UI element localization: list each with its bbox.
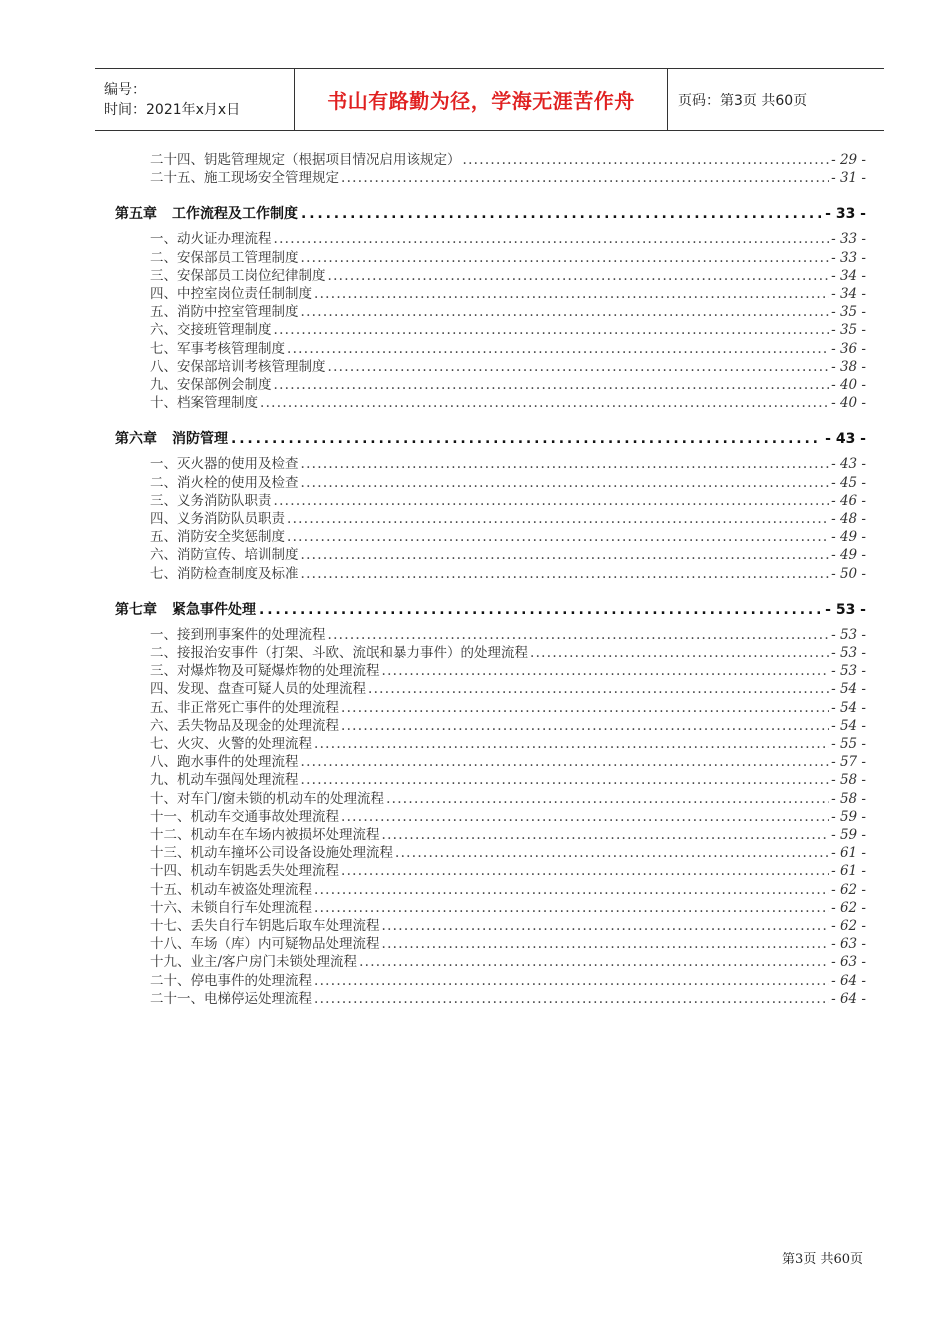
entry-title: 五、消防中控室管理制度 [150,304,299,321]
entry-title: 十、档案管理制度 [150,395,258,412]
toc-entry-row[interactable] [150,753,866,771]
entry-page-number: - 34 - [831,286,866,302]
leader-dots [274,321,830,339]
toc-entry-row[interactable] [150,321,866,339]
entry-title: 四、中控室岗位责任制制度 [150,286,312,302]
entry-title: 二、安保部员工管理制度 [150,249,299,266]
entry-page-number: - 59 - [831,808,866,825]
toc-entry-row[interactable] [150,881,866,899]
entry-page-number: - 48 - [831,511,866,527]
leader-dots [463,151,830,169]
toc-entry-row[interactable] [150,376,866,394]
leader-dots [359,953,829,971]
toc-entry-row[interactable] [150,169,866,187]
page-info-text: 页码：第3页 共60页 [678,92,808,109]
leader-dots [274,492,830,510]
leader-dots [395,844,829,862]
leader-dots [314,972,829,990]
leader-dots [328,358,830,376]
entry-title: 二十四、钥匙管理规定（根据项目情况启用该规定） [150,152,461,168]
entry-page-number: - 54 - [831,699,866,716]
entry-title: 十七、丢失自行车钥匙后取车处理流程 [150,918,380,934]
leader-dots [259,600,822,620]
leader-dots [341,169,829,187]
toc-entry-row[interactable] [150,953,866,971]
toc-entry-row[interactable] [150,862,866,880]
leader-dots [382,935,830,953]
leader-dots [301,771,830,789]
entry-page-number: - 33 - [831,231,866,248]
entry-title: 十一、机动车交通事故处理流程 [150,808,339,825]
entry-page-number: - 38 - [831,358,866,375]
leader-dots [530,644,829,662]
entry-page-number: - 54 - [831,717,866,734]
header-motto [295,69,668,130]
entry-title: 十五、机动车被盗处理流程 [150,881,312,898]
leader-dots [231,429,822,449]
entry-page-number: - 59 - [831,827,866,843]
entry-page-number: - 40 - [831,377,866,393]
toc-entry-row[interactable] [150,285,866,303]
toc-chapter-row[interactable] [115,204,866,224]
toc-entry-row[interactable] [150,626,866,644]
entry-title: 三、义务消防队职责 [150,492,272,509]
toc-entry-row[interactable] [150,249,866,267]
toc-entry-row[interactable] [150,935,866,953]
toc-entry-row[interactable] [150,899,866,917]
leader-dots [341,862,829,880]
entry-title: 二十一、电梯停运处理流程 [150,990,312,1007]
toc-entry-row[interactable] [150,808,866,826]
entry-page-number: - 53 - [831,663,866,680]
chapter-page-number: - 33 - [825,206,866,223]
entry-title: 三、安保部员工岗位纪律制度 [150,267,326,284]
toc-entry-row[interactable] [150,565,866,583]
entry-page-number: - 53 - [831,626,866,643]
leader-dots [301,249,830,267]
leader-dots [386,790,829,808]
entry-title: 十三、机动车撞坏公司设备设施处理流程 [150,845,393,862]
entry-page-number: - 49 - [831,529,866,546]
leader-dots [341,699,829,717]
entry-page-number: - 62 - [831,899,866,916]
entry-page-number: - 35 - [831,304,866,321]
toc-entry-row[interactable] [150,644,866,662]
entry-page-number: - 64 - [831,972,866,989]
entry-title: 一、动火证办理流程 [150,231,272,248]
chapter-title: 工作流程及工作制度 [172,206,298,223]
chapter-page-number: - 43 - [825,431,866,448]
leader-dots [382,917,830,935]
toc-entry-row[interactable] [150,735,866,753]
entry-title: 八、跑水事件的处理流程 [150,754,299,771]
chapter-title: 消防管理 [172,431,228,448]
entry-page-number: - 45 - [831,474,866,491]
time-label: 时间：2021年x月x日 [104,101,241,118]
leader-dots [274,376,830,394]
toc-entry-row[interactable] [150,474,866,492]
entry-page-number: - 64 - [831,990,866,1007]
toc-entry-row[interactable] [150,790,866,808]
leader-dots [382,662,830,680]
toc-entry-row[interactable] [150,528,866,546]
leader-dots [301,455,830,473]
entry-page-number: - 53 - [831,645,866,661]
toc-entry-row[interactable] [150,662,866,680]
leader-dots [274,230,830,248]
toc-entry-row[interactable] [150,358,866,376]
toc-chapter-row[interactable] [115,429,866,449]
leader-dots [314,899,829,917]
leader-dots [314,285,829,303]
entry-page-number: - 63 - [831,954,866,971]
chapter-number: 第七章 [115,601,157,618]
entry-title: 六、消防宣传、培训制度 [150,547,299,564]
entry-page-number: - 31 - [831,170,866,187]
entry-page-number: - 58 - [831,772,866,789]
entry-title: 七、军事考核管理制度 [150,340,285,357]
toc-entry-row[interactable] [150,492,866,510]
entry-title: 十四、机动车钥匙丢失处理流程 [150,863,339,880]
entry-title: 十二、机动车在车场内被损坏处理流程 [150,827,380,843]
leader-dots [301,204,822,224]
entry-page-number: - 62 - [831,881,866,898]
leader-dots [301,474,830,492]
leader-dots [341,717,829,735]
entry-title: 八、安保部培训考核管理制度 [150,358,326,375]
entry-title: 五、消防安全奖惩制度 [150,529,285,546]
entry-title: 七、消防检查制度及标准 [150,565,299,582]
entry-title: 九、机动车强闯处理流程 [150,772,299,789]
leader-dots [382,826,830,844]
chapter-page-number: - 53 - [825,601,866,618]
entry-title: 二、接报治安事件（打架、斗欧、流氓和暴力事件）的处理流程 [150,645,528,661]
entry-title: 七、火灾、火警的处理流程 [150,736,312,752]
leader-dots [301,565,830,583]
toc-entry-row[interactable] [150,151,866,169]
toc-entry-row[interactable] [150,340,866,358]
entry-page-number: - 61 - [831,845,866,862]
leader-dots [287,510,829,528]
header-page-info [668,69,884,130]
page-header [95,68,884,131]
entry-page-number: - 57 - [831,754,866,771]
leader-dots [314,735,829,753]
leader-dots [314,990,829,1008]
toc-chapter-row[interactable] [115,600,866,620]
toc-entry-row[interactable] [150,826,866,844]
entry-title: 二、消火栓的使用及检查 [150,474,299,491]
leader-dots [287,340,829,358]
entry-page-number: - 61 - [831,863,866,880]
leader-dots [328,267,830,285]
entry-page-number: - 29 - [831,152,866,168]
header-meta [95,69,295,130]
entry-page-number: - 46 - [831,492,866,509]
toc-entry-row[interactable] [150,510,866,528]
toc-entry-row[interactable] [150,972,866,990]
entry-page-number: - 43 - [831,456,866,473]
entry-title: 六、丢失物品及现金的处理流程 [150,717,339,734]
entry-title: 一、灭火器的使用及检查 [150,456,299,473]
toc-entry-row[interactable] [150,267,866,285]
entry-page-number: - 35 - [831,322,866,339]
toc-entry-row[interactable] [150,680,866,698]
entry-title: 二十、停电事件的处理流程 [150,972,312,989]
entry-title: 十六、未锁自行车处理流程 [150,899,312,916]
entry-page-number: - 54 - [831,681,866,698]
toc-entry-row[interactable] [150,990,866,1008]
entry-title: 二十五、施工现场安全管理规定 [150,170,339,187]
toc-entry-row[interactable] [150,771,866,789]
entry-title: 一、接到刑事案件的处理流程 [150,626,326,643]
entry-title: 十、对车门/窗未锁的机动车的处理流程 [150,790,385,807]
toc-entry-row[interactable] [150,717,866,735]
leader-dots [368,680,829,698]
entry-page-number: - 33 - [831,249,866,266]
entry-page-number: - 50 - [831,565,866,582]
toc-entry-row[interactable] [150,394,866,412]
toc-entry-row[interactable] [150,844,866,862]
entry-page-number: - 40 - [831,395,866,412]
toc-entry-row[interactable] [150,230,866,248]
leader-dots [260,394,829,412]
motto-text: 书山有路勤为径，学海无涯苦作舟 [327,89,635,113]
toc-entry-row[interactable] [150,303,866,321]
leader-dots [301,303,830,321]
leader-dots [287,528,829,546]
toc-entry-row[interactable] [150,917,866,935]
entry-title: 三、对爆炸物及可疑爆炸物的处理流程 [150,663,380,680]
entry-title: 四、发现、盘查可疑人员的处理流程 [150,681,366,698]
entry-title: 十八、车场（库）内可疑物品处理流程 [150,936,380,953]
chapter-title: 紧急事件处理 [172,601,256,618]
entry-page-number: - 62 - [831,918,866,934]
chapter-number: 第六章 [115,431,157,448]
entry-title: 九、安保部例会制度 [150,377,272,393]
serial-label: 编号： [104,81,146,98]
entry-page-number: - 36 - [831,340,866,357]
entry-page-number: - 34 - [831,267,866,284]
leader-dots [301,753,830,771]
leader-dots [328,626,830,644]
footer-page-number: 第3页 共60页 [782,1252,863,1267]
toc-entry-row[interactable] [150,455,866,473]
entry-title: 六、交接班管理制度 [150,322,272,339]
entry-page-number: - 63 - [831,936,866,953]
entry-title: 五、非正常死亡事件的处理流程 [150,699,339,716]
entry-title: 十九、业主/客户房门未锁处理流程 [150,954,358,971]
toc-entry-row[interactable] [150,699,866,717]
entry-title: 四、义务消防队员职责 [150,511,285,527]
chapter-number: 第五章 [115,206,157,223]
leader-dots [314,881,829,899]
entry-page-number: - 58 - [831,790,866,807]
page-footer [782,1248,863,1267]
toc-entry-row[interactable] [150,546,866,564]
leader-dots [341,808,829,826]
entry-page-number: - 49 - [831,547,866,564]
entry-page-number: - 55 - [831,736,866,752]
leader-dots [301,546,830,564]
